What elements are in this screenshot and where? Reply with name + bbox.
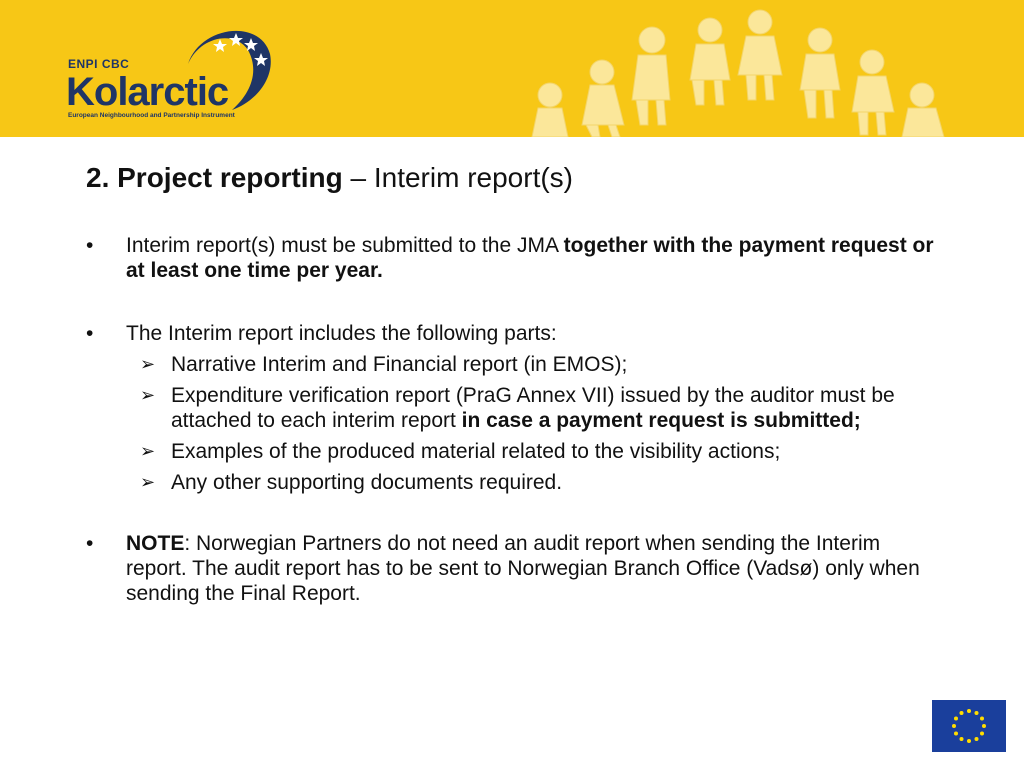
sub-item-visibility-material xyxy=(86,439,946,464)
sub-item-supporting-documents xyxy=(86,470,946,495)
bullet-marker: • xyxy=(86,234,94,257)
slide-title xyxy=(86,162,573,194)
bullet-text: The Interim report includes the following parts: xyxy=(126,322,557,345)
sub-item-bold-text: in case a payment request is submitted; xyxy=(461,409,861,432)
slide-content xyxy=(86,233,946,606)
logo-subtitle: European Neighbourhood and Partnership Instrument xyxy=(68,112,235,119)
arrow-bullet-icon: ➢ xyxy=(140,472,156,492)
logo-program-label: ENPI CBC xyxy=(68,57,130,71)
logo-name: Kolarctic xyxy=(66,70,229,114)
sub-item-expenditure-verification xyxy=(86,383,946,433)
eu-flag-icon xyxy=(932,700,1006,752)
bullet-interim-submission xyxy=(86,233,946,283)
bullet-text: Interim report(s) must be submitted to the JMA xyxy=(126,234,564,257)
note-label: NOTE xyxy=(126,532,185,555)
sub-item-narrative-report xyxy=(86,352,946,377)
kolarctic-logo xyxy=(60,24,290,124)
arrow-bullet-icon: ➢ xyxy=(140,385,156,405)
bullet-marker: • xyxy=(86,322,94,345)
bullet-report-parts xyxy=(86,321,946,346)
bullet-bold-text: together with the payment request or at least one time per year. xyxy=(126,234,934,282)
header-banner xyxy=(0,0,1024,137)
arrow-bullet-icon: ➢ xyxy=(140,441,156,461)
children-illustration xyxy=(520,0,1024,137)
note-text: : Norwegian Partners do not need an audit report when sending the Interim report. The audit report has to be sent to Norwegian Branch Office (Vadsø) only when sending the Final Report. xyxy=(126,532,920,605)
sub-item-text: Expenditure verification report (PraG Annex VII) issued by the auditor must be attached to each interim report xyxy=(171,384,895,432)
bullet-marker: • xyxy=(86,532,94,555)
sub-item-text: Examples of the produced material related to the visibility actions; xyxy=(171,440,781,463)
bullet-note xyxy=(86,531,946,606)
arrow-bullet-icon: ➢ xyxy=(140,354,156,374)
slide-title-bold: 2. Project reporting xyxy=(86,162,343,193)
slide-title-rest: – Interim report(s) xyxy=(342,162,573,193)
eu-stars-icon xyxy=(932,700,1006,752)
sub-item-text: Narrative Interim and Financial report (in EMOS); xyxy=(171,353,628,376)
sub-item-text: Any other supporting documents required. xyxy=(171,471,563,494)
